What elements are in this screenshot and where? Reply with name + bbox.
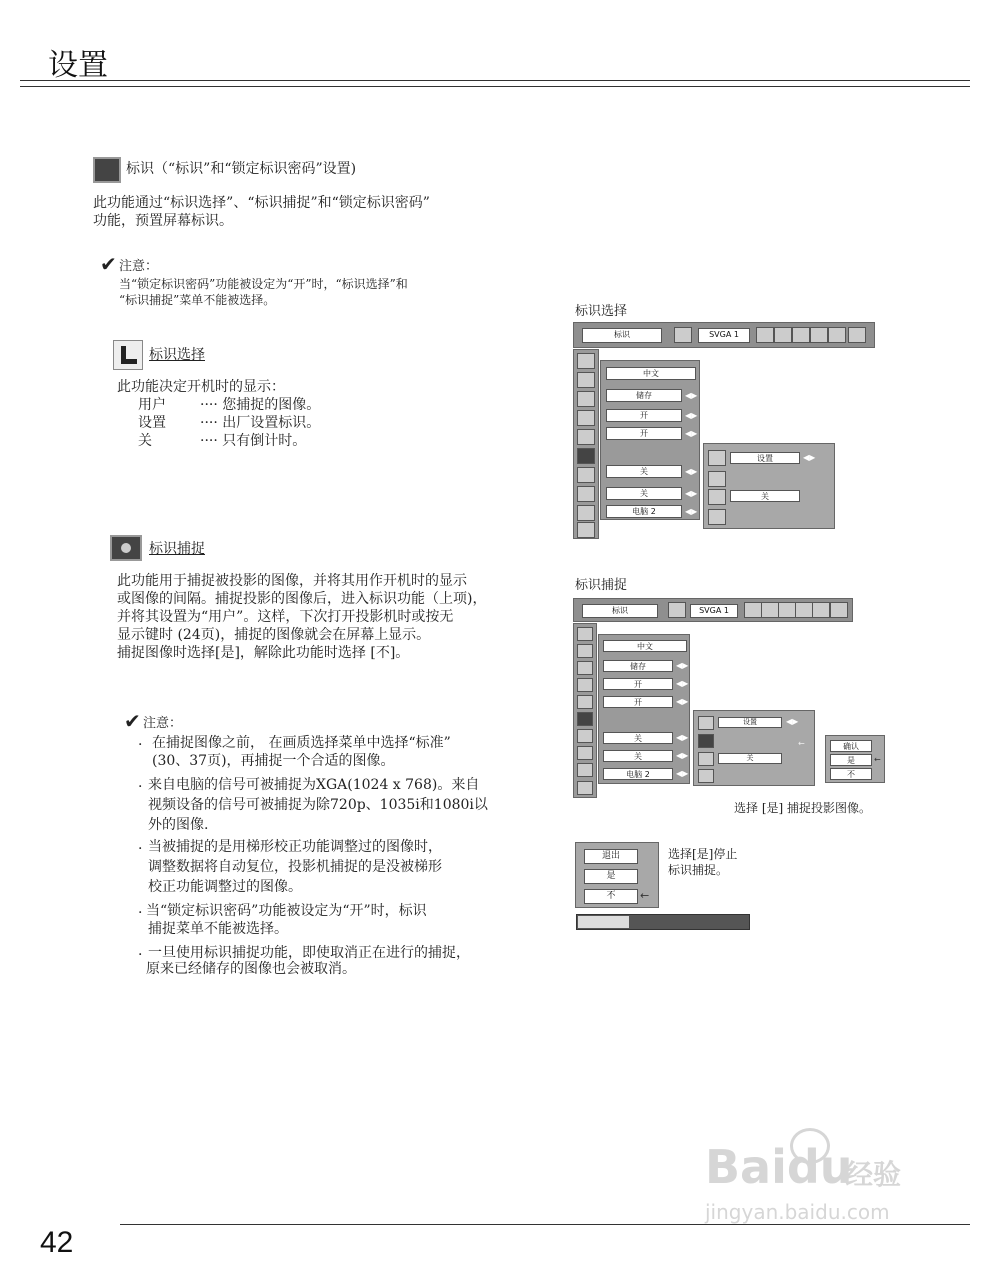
menu-icon[interactable]	[577, 644, 593, 658]
menu-icon	[744, 602, 762, 618]
menu-tab-label: 标识	[582, 328, 662, 343]
capture-para-2: 或图像的间隔。捕捉投影的图像后，进入标识功能（上项)，	[117, 591, 487, 607]
bullet-line: 原来已经储存的图像也会被取消。	[146, 961, 356, 977]
menu-icon	[830, 602, 848, 618]
menu-row[interactable]: 开	[603, 696, 673, 708]
menu-row[interactable]: 开	[606, 409, 682, 422]
menu-row[interactable]: 电脑 2	[603, 768, 673, 780]
page-title: 设置	[48, 48, 108, 83]
menu-row[interactable]: 开	[603, 678, 673, 690]
bullet-line: 当“锁定标识密码”功能被设定为“开”时，标识	[146, 903, 427, 919]
figure2-note: 选择 [是] 捕捉投影图像。	[734, 801, 871, 815]
option-name: 用户	[138, 397, 166, 413]
watermark-brand: Baidu	[705, 1140, 853, 1194]
bullet-dot: ·	[138, 947, 143, 963]
exit-button[interactable]: 退出	[584, 849, 638, 864]
logo-submenu	[703, 443, 835, 529]
down-arrow-icon[interactable]	[577, 781, 593, 795]
figure2-caption: 标识捕捉	[575, 578, 628, 593]
bullet-line: 一旦使用标识捕捉功能，即使取消正在进行的捕捉，	[148, 945, 470, 961]
check-icon: ✔	[124, 709, 141, 733]
menu-icon	[674, 327, 692, 343]
footer-rule	[120, 1224, 970, 1225]
capture-para-5: 捕捉图像时选择[是]，解除此功能时选择 [不]。	[117, 645, 410, 661]
up-arrow-icon[interactable]	[577, 627, 593, 641]
option-desc: ···· 您捕捉的图像。	[200, 397, 321, 413]
intro-line-1: 此功能通过“标识选择”、“标识捕捉”和“锁定标识密码”	[93, 195, 430, 211]
camera-icon[interactable]	[698, 734, 714, 748]
menu-sidebar	[573, 349, 599, 539]
paw-icon	[790, 1128, 830, 1164]
menu-row[interactable]: 关	[606, 465, 682, 478]
menu-icon	[828, 327, 846, 343]
logo-select-desc: 此功能决定开机时的显示：	[117, 379, 285, 395]
pointer-arrow-icon: ←	[640, 889, 650, 902]
figure1-caption: 标识选择	[575, 304, 628, 319]
logo-capture-title: 标识捕捉	[149, 541, 205, 557]
adjust-arrows-icon[interactable]: ◀▶	[685, 411, 698, 420]
watermark-label: 经验	[845, 1158, 902, 1191]
menu-row[interactable]: 中文	[603, 640, 687, 652]
section-heading: 标识（“标识”和“锁定标识密码”设置)	[126, 161, 357, 177]
menu-row[interactable]: 储存	[606, 389, 682, 402]
menu-row[interactable]: 储存	[603, 660, 673, 672]
adjust-arrows-icon[interactable]: ◀▶	[685, 489, 698, 498]
bullet-dot: ·	[138, 779, 143, 795]
exit-icon[interactable]	[698, 769, 714, 783]
adjust-arrows-icon[interactable]: ◀▶	[786, 717, 799, 726]
bullet-line: 调整数据将自动复位，投影机捕捉的是没被梯形	[148, 859, 442, 875]
pointer-arrow-icon: ←	[874, 755, 881, 764]
capture-progress-bar	[576, 914, 750, 930]
logo-select-value[interactable]: 设置	[730, 452, 800, 464]
figure3-note-line-1: 选择[是]停止	[668, 847, 738, 861]
logo-icon	[93, 157, 121, 183]
figure3-note-line-2: 标识捕捉。	[668, 863, 729, 877]
yes-button[interactable]: 是	[584, 869, 638, 884]
adjust-arrows-icon[interactable]: ◀▶	[803, 453, 816, 462]
logo-submenu	[693, 710, 815, 786]
menu-tab-label: 标识	[582, 604, 658, 618]
menu-icon	[810, 327, 828, 343]
adjust-arrows-icon[interactable]: ◀▶	[685, 507, 698, 516]
menu-list	[600, 360, 700, 520]
menu-icon	[778, 602, 796, 618]
bullet-line: 视频设备的信号可被捕捉为除720p、1035i和1080i以	[148, 797, 488, 813]
adjust-arrows-icon[interactable]: ◀▶	[676, 751, 689, 760]
menu-icon	[812, 602, 830, 618]
menu-icon[interactable]	[577, 410, 595, 426]
confirm-title: 确认	[830, 740, 872, 752]
capture-para-3: 并将其设置为“用户”。这样，下次打开投影机时或按无	[117, 609, 454, 625]
option-desc: ···· 只有倒计时。	[200, 433, 307, 449]
adjust-arrows-icon[interactable]: ◀▶	[676, 733, 689, 742]
note-line-1: 当“锁定标识密码”功能被设定为“开”时，“标识选择”和	[119, 277, 408, 291]
lock-value[interactable]: 关	[718, 753, 782, 764]
adjust-arrows-icon[interactable]: ◀▶	[676, 679, 689, 688]
menu-toolbar	[573, 322, 875, 348]
menu-row[interactable]: 中文	[606, 367, 696, 380]
menu-row[interactable]: 关	[603, 732, 673, 744]
exit-icon[interactable]	[708, 509, 726, 525]
menu-icon-selected[interactable]	[577, 448, 595, 464]
adjust-arrows-icon[interactable]: ◀▶	[676, 697, 689, 706]
menu-icon[interactable]	[577, 763, 593, 777]
menu-icon[interactable]	[577, 372, 595, 388]
bullet-line: 外的图像.	[148, 817, 209, 833]
menu-icon[interactable]	[577, 391, 595, 407]
bullet-dot: ·	[138, 737, 143, 753]
adjust-arrows-icon[interactable]: ◀▶	[676, 769, 689, 778]
bullet-line: 捕捉菜单不能被选择。	[148, 921, 288, 937]
bullet-dot: ·	[138, 905, 143, 921]
logo-select-value[interactable]: 设置	[718, 717, 782, 728]
lock-value[interactable]: 关	[730, 490, 800, 502]
menu-row[interactable]: 关	[603, 750, 673, 762]
option-desc: ···· 出厂设置标识。	[200, 415, 321, 431]
note-title: 注意：	[143, 716, 183, 731]
header-rule	[20, 80, 970, 87]
no-button[interactable]: 不	[584, 889, 638, 904]
bullet-line: 在捕捉图像之前， 在画质选择菜单中选择“标准”	[152, 735, 451, 751]
camera-icon[interactable]	[708, 471, 726, 487]
camera-icon	[110, 535, 142, 561]
adjust-arrows-icon[interactable]: ◀▶	[685, 429, 698, 438]
menu-icon	[761, 602, 779, 618]
adjust-arrows-icon[interactable]: ◀▶	[685, 391, 698, 400]
bullet-dot: ·	[138, 841, 143, 857]
menu-icon[interactable]	[577, 505, 595, 521]
menu-icon[interactable]	[577, 467, 595, 483]
menu-icon[interactable]	[577, 661, 593, 675]
logo-select-icon[interactable]	[698, 716, 714, 730]
menu-row[interactable]: 电脑 2	[606, 505, 682, 518]
intro-line-2: 功能，预置屏幕标识。	[93, 213, 233, 229]
menu-icon[interactable]	[577, 486, 595, 502]
bullet-line: (30、37页)，再捕捉一个合适的图像。	[152, 753, 395, 769]
up-arrow-icon[interactable]	[577, 353, 595, 369]
lock-icon[interactable]	[698, 752, 714, 766]
no-button[interactable]: 不	[830, 768, 872, 780]
capture-progress-fill	[578, 916, 629, 928]
menu-list	[598, 634, 690, 784]
menu-icon	[795, 602, 813, 618]
logo-select-title: 标识选择	[149, 347, 205, 363]
menu-icon[interactable]	[577, 729, 593, 743]
signal-label: SVGA 1	[698, 328, 750, 343]
menu-icon[interactable]	[577, 746, 593, 760]
menu-icon	[792, 327, 810, 343]
menu-row[interactable]: 开	[606, 427, 682, 440]
signal-label: SVGA 1	[690, 604, 738, 618]
bullet-line: 校正功能调整过的图像。	[148, 879, 302, 895]
check-icon: ✔	[100, 252, 117, 276]
capture-para-4: 显示键时 (24页)，捕捉的图像就会在屏幕上显示。	[117, 627, 431, 643]
page-number: 42	[40, 1226, 74, 1259]
yes-button[interactable]: 是	[830, 754, 872, 766]
menu-icon	[668, 602, 686, 618]
watermark-url: jingyan.baidu.com	[705, 1200, 890, 1224]
adjust-arrows-icon[interactable]: ◀▶	[685, 467, 698, 476]
stop-dialog	[575, 842, 659, 908]
menu-icon	[848, 327, 866, 343]
lock-icon[interactable]	[708, 489, 726, 505]
logo-select-icon[interactable]	[708, 450, 726, 466]
menu-icon[interactable]	[577, 695, 593, 709]
logo-select-icon	[113, 340, 143, 370]
option-name: 关	[138, 433, 152, 449]
capture-para-1: 此功能用于捕捉被投影的图像，并将其用作开机时的显示	[117, 573, 467, 589]
menu-icon-selected[interactable]	[577, 712, 593, 726]
adjust-arrows-icon[interactable]: ◀▶	[676, 661, 689, 670]
bullet-line: 当被捕捉的是用梯形校正功能调整过的图像时，	[148, 839, 442, 855]
confirm-dialog	[825, 735, 885, 783]
menu-icon[interactable]	[577, 429, 595, 445]
note-title: 注意：	[119, 259, 159, 274]
menu-icon	[774, 327, 792, 343]
menu-icon	[756, 327, 774, 343]
pointer-arrow-icon: ←	[798, 739, 805, 748]
menu-row[interactable]: 关	[606, 487, 682, 500]
note-line-2: “标识捕捉”菜单不能被选择。	[119, 293, 276, 307]
menu-icon[interactable]	[577, 678, 593, 692]
down-arrow-icon[interactable]	[577, 522, 595, 538]
menu-toolbar	[573, 598, 853, 622]
menu-sidebar	[573, 623, 597, 798]
bullet-line: 来自电脑的信号可被捕捉为XGA(1024 x 768)。来自	[148, 777, 480, 793]
option-name: 设置	[138, 415, 166, 431]
